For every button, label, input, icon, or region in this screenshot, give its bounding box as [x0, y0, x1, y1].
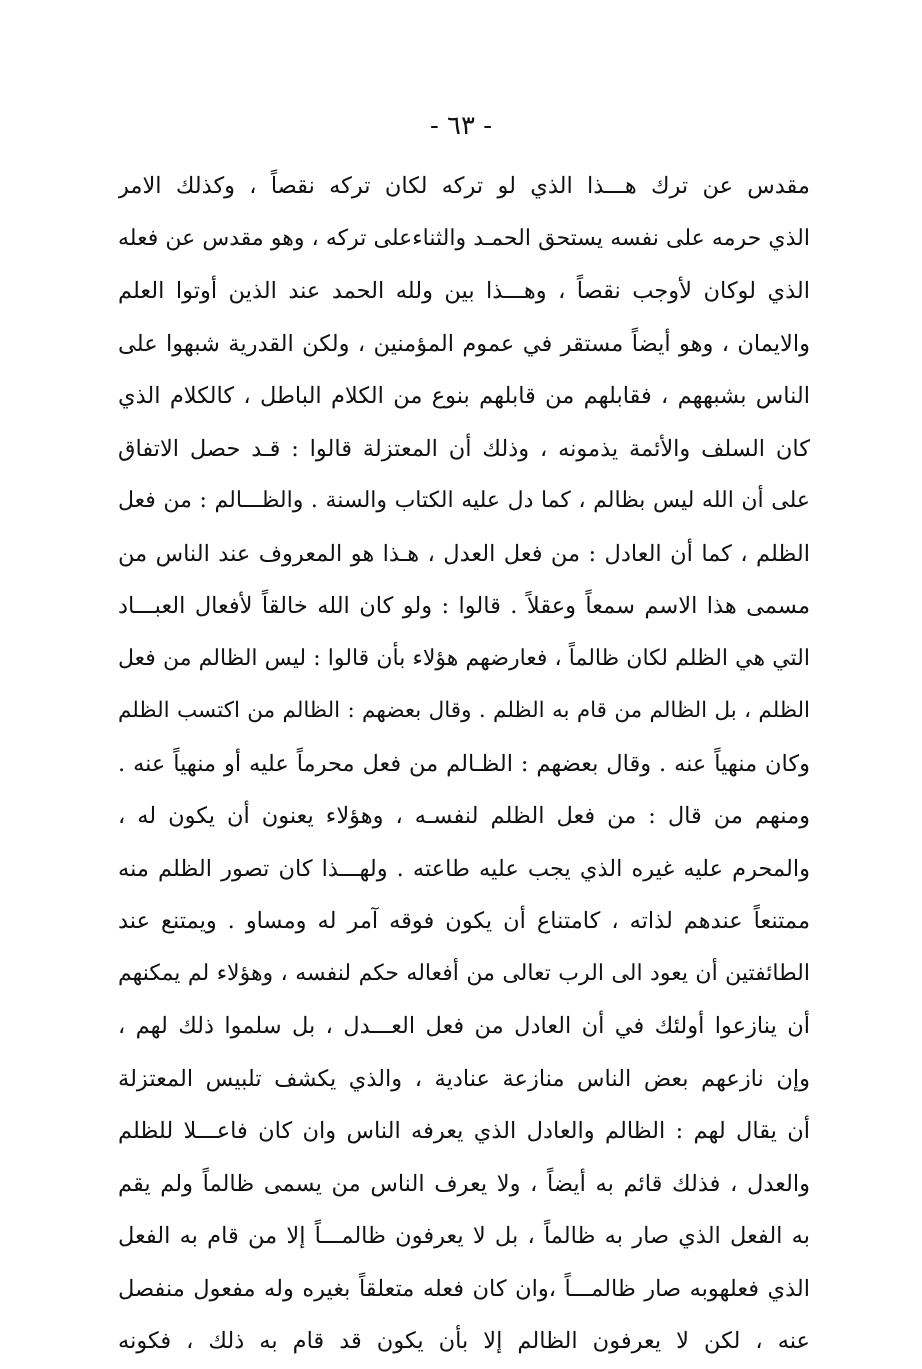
text-line: به الفعل الذي صار به ظالماً ، بل لا يعرفون ظالمـــاً إلا من قام به الفعل — [118, 1223, 810, 1249]
page-number: - ٦٣ - — [429, 111, 493, 141]
body-text — [118, 160, 810, 1368]
text-line: ومنهم من قال : من فعل الظلم لنفسـه ، وهؤلاء يعنون أن يكون له ، — [118, 803, 810, 829]
text-line: مقدس عن ترك هـــذا الذي لو تركه لكان تركه نقصاً ، وكذلك الامر — [118, 173, 810, 199]
text-line: وكان منهياً عنه . وقال بعضهم : الظـالم من فعل محرماً عليه أو منهياً عنه . — [118, 750, 810, 777]
text-line: الظلم ، كما أن العادل : من فعل العدل ، هـذا هو المعروف عند الناس من — [118, 540, 810, 567]
text-line: أن يقال لهم : الظالم والعادل الذي يعرفه الناس وان كان فاعـــلا للظلم — [118, 1118, 810, 1144]
text-line: والعدل ، فذلك قائم به أيضاً ، ولا يعرف الناس من يسمى ظالماً ولم يقم — [118, 1170, 810, 1197]
text-line: الظلم ، بل الظالم من قام به الظلم . وقال بعضهم : الظالم من اكتسب الظلم — [118, 698, 810, 723]
text-line: التي هي الظلم لكان ظالماً ، فعارضهم هؤلاء بأن قالوا : ليس الظالم من فعل — [118, 645, 810, 671]
text-line: على أن الله ليس بظالم ، كما دل عليه الكتاب والسنة . والظـــالم : من فعل — [118, 488, 810, 513]
text-line: ممتنعاً عندهم لذاته ، كامتناع أن يكون فوقه آمر له ومساو . ويمتنع عند — [118, 908, 810, 934]
text-line: الناس بشبههم ، فقابلهم من قابلهم بنوع من الكلام الباطل ، كالكلام الذي — [118, 383, 810, 409]
text-line: كان السلف والأئمة يذمونه ، وذلك أن المعتزلة قالوا : قـد حصل الاتفاق — [118, 435, 810, 462]
text-line: الطائفتين أن يعود الى الرب تعالى من أفعاله حكم لنفسه ، وهؤلاء لم يمكنهم — [118, 960, 810, 986]
text-line: والايمان ، وهو أيضاً مستقر في عموم المؤمنين ، ولكن القدرية شبهوا على — [118, 330, 810, 357]
text-line: الذي لوكان لأوجب نقصاً ، وهـــذا بين ولله الحمد عند الذين أوتوا العلم — [118, 278, 810, 304]
text-line: وإن نازعهم بعض الناس منازعة عنادية ، والذي يكشف تلبيس المعتزلة — [118, 1065, 810, 1092]
text-line: عنه ، لكن لا يعرفون الظالم إلا بأن يكون قد قام به ذلك ، فكونه — [118, 1328, 810, 1354]
text-line: الذي حرمه على نفسه يستحق الحمـد والثناءعلى تركه ، وهو مقدس عن فعله — [118, 225, 810, 251]
text-line: أن ينازعوا أولئك في أن العادل من فعل العـــدل ، بل سلموا ذلك لهم ، — [118, 1013, 810, 1039]
text-line: الذي فعلهوبه صار ظالمـــاً ،وان كان فعله متعلقاً بغيره وله مفعول منفصل — [118, 1275, 810, 1302]
text-line: مسمى هذا الاسم سمعاً وعقلاً . قالوا : ولو كان الله خالقاً لأفعال العبـــاد — [118, 593, 810, 619]
text-line: والمحرم عليه غيره الذي يجب عليه طاعته . ولهـــذا كان تصور الظلم منه — [118, 855, 810, 882]
